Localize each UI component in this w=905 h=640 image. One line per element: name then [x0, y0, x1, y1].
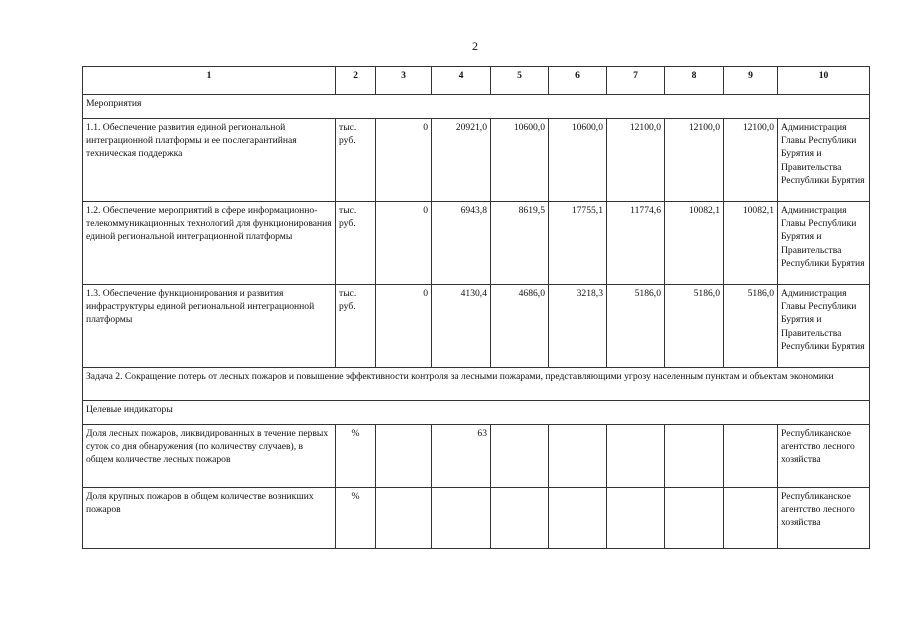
header-cell: 6: [549, 67, 607, 95]
value-cell: 12100,0: [724, 119, 778, 202]
value-cell: 0: [376, 119, 432, 202]
value-cell: 4130,4: [432, 285, 491, 368]
value-cell: 12100,0: [665, 119, 724, 202]
value-cell: [491, 425, 549, 488]
program-table: [82, 66, 870, 549]
value-cell: [491, 488, 549, 549]
measure-name: 1.3. Обеспечение функционирования и развития инфраструктуры единой региональной интеграционной платформы: [83, 285, 336, 368]
value-cell: 4686,0: [491, 285, 549, 368]
value-cell: 10082,1: [724, 202, 778, 285]
unit-cell: тыс. руб.: [336, 119, 376, 202]
header-cell: 8: [665, 67, 724, 95]
value-cell: [665, 488, 724, 549]
executor-cell: Администрация Главы Республики Бурятия и Правительства Республики Бурятия: [778, 119, 870, 202]
table-row: [83, 285, 870, 368]
section-title: Целевые индикаторы: [83, 401, 870, 425]
indicator-name: Доля крупных пожаров в общем количестве возникших пожаров: [83, 488, 336, 549]
section-row-measures: [83, 95, 870, 119]
value-cell: 6943,8: [432, 202, 491, 285]
value-cell: [376, 425, 432, 488]
section-row-task2: [83, 368, 870, 401]
header-cell: 2: [336, 67, 376, 95]
header-cell: 5: [491, 67, 549, 95]
value-cell: [665, 425, 724, 488]
value-cell: 5186,0: [607, 285, 665, 368]
page-number: 2: [472, 39, 478, 53]
value-cell: 63: [432, 425, 491, 488]
section-row-indicators: [83, 401, 870, 425]
value-cell: [607, 488, 665, 549]
header-cell: 4: [432, 67, 491, 95]
unit-cell: %: [336, 488, 376, 549]
value-cell: 10600,0: [491, 119, 549, 202]
table-row: [83, 425, 870, 488]
value-cell: 17755,1: [549, 202, 607, 285]
value-cell: [376, 488, 432, 549]
executor-cell: Администрация Главы Республики Бурятия и Правительства Республики Бурятия: [778, 285, 870, 368]
value-cell: 20921,0: [432, 119, 491, 202]
value-cell: [549, 425, 607, 488]
unit-cell: тыс. руб.: [336, 285, 376, 368]
executor-cell: Администрация Главы Республики Бурятия и Правительства Республики Бурятия: [778, 202, 870, 285]
measure-name: 1.1. Обеспечение развития единой региональной интеграционной платформы и ее послегарантийная техническая поддержка: [83, 119, 336, 202]
value-cell: 12100,0: [607, 119, 665, 202]
value-cell: 5186,0: [665, 285, 724, 368]
header-cell: 9: [724, 67, 778, 95]
value-cell: [607, 425, 665, 488]
value-cell: [549, 488, 607, 549]
value-cell: 3218,3: [549, 285, 607, 368]
measure-name: 1.2. Обеспечение мероприятий в сфере информационно-телекоммуникационных технологий для функционирования единой региональной интеграционной платформы: [83, 202, 336, 285]
value-cell: 0: [376, 285, 432, 368]
header-row: [83, 67, 870, 95]
executor-cell: Республиканское агентство лесного хозяйства: [778, 488, 870, 549]
header-cell: 10: [778, 67, 870, 95]
table-row: [83, 202, 870, 285]
value-cell: [724, 425, 778, 488]
value-cell: [432, 488, 491, 549]
value-cell: 11774,6: [607, 202, 665, 285]
value-cell: 0: [376, 202, 432, 285]
header-cell: 3: [376, 67, 432, 95]
indicator-name: Доля лесных пожаров, ликвидированных в течение первых суток со дня обнаружения (по количеству случаев), в общем количестве лесных пожаров: [83, 425, 336, 488]
value-cell: 8619,5: [491, 202, 549, 285]
executor-cell: Республиканское агентство лесного хозяйства: [778, 425, 870, 488]
table-row: [83, 488, 870, 549]
value-cell: [724, 488, 778, 549]
value-cell: 10082,1: [665, 202, 724, 285]
task-title: Задача 2. Сокращение потерь от лесных пожаров и повышение эффективности контроля за лесными пожарами, представляющими угрозу населенным пунктам и объектам экономики: [83, 368, 870, 401]
header-cell: 1: [83, 67, 336, 95]
value-cell: 10600,0: [549, 119, 607, 202]
unit-cell: %: [336, 425, 376, 488]
value-cell: 5186,0: [724, 285, 778, 368]
table-row: [83, 119, 870, 202]
section-title: Мероприятия: [83, 95, 870, 119]
header-cell: 7: [607, 67, 665, 95]
unit-cell: тыс. руб.: [336, 202, 376, 285]
